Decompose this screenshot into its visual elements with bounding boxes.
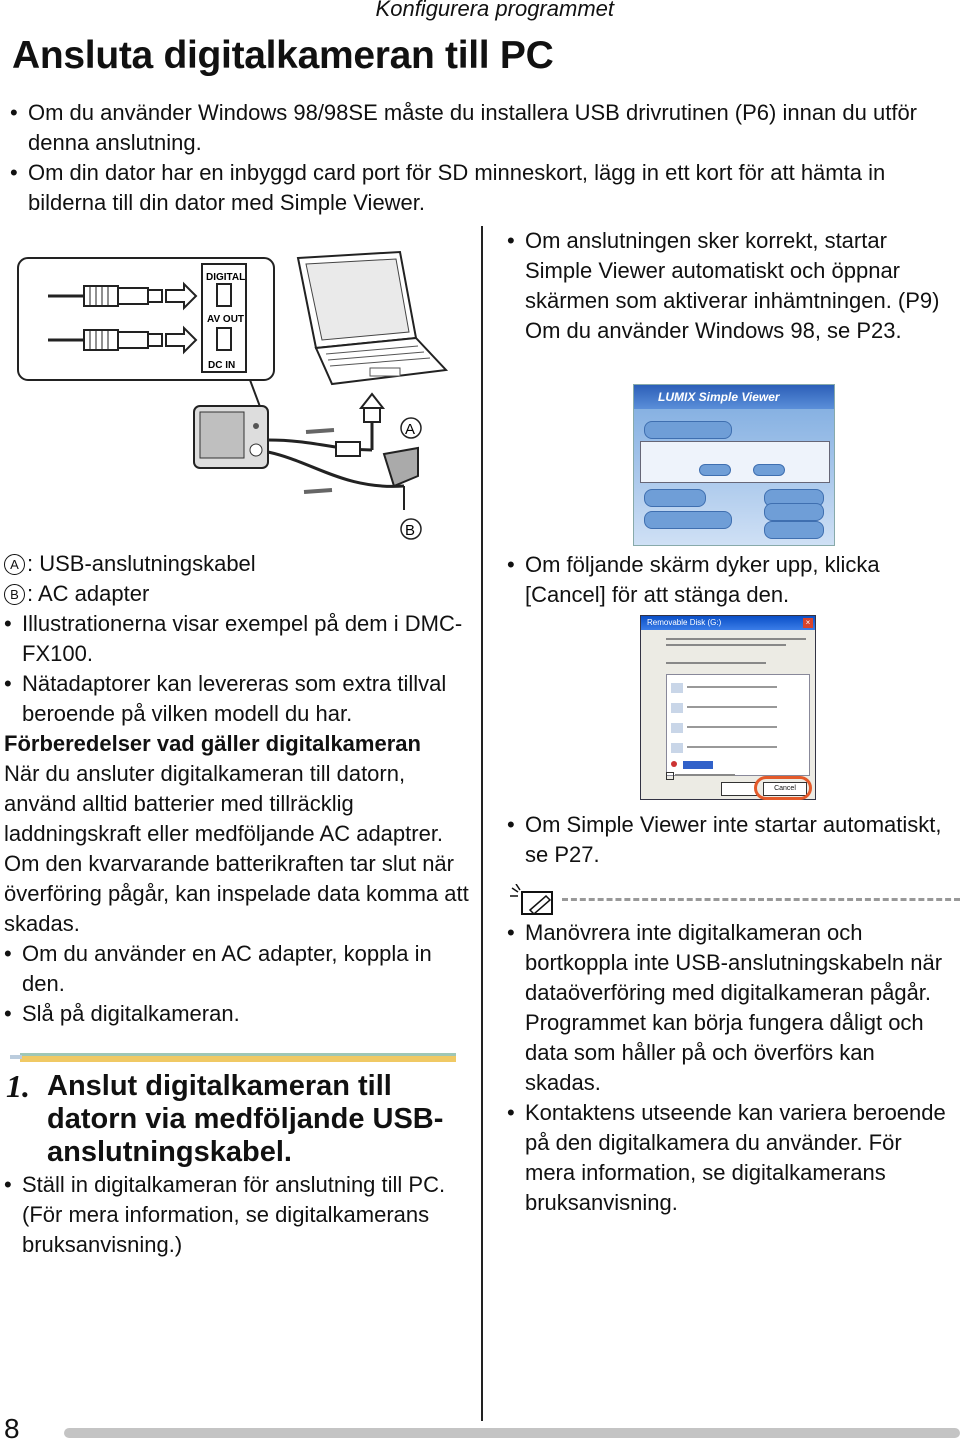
callout-b-icon: B <box>4 584 25 605</box>
column-divider <box>481 226 483 1421</box>
note-divider <box>562 898 960 901</box>
intro-bullet: • Om du använder Windows 98/98SE måste du installera USB drivrutinen (P6) innan du utför denna anslutning. <box>10 98 950 158</box>
removable-disk-dialog <box>640 615 816 800</box>
legend-bullet: • Illustrationerna visar exempel på dem i DMC-FX100. <box>4 609 474 669</box>
connection-diagram <box>14 250 484 550</box>
right-column-cancel <box>507 550 947 610</box>
auto-start-bullet: • Om anslutningen sker korrekt, startar Simple Viewer automatiskt och öppnar skärmen som aktiverar inhämtningen. (P9) Om du använder Windows 98, se P23. <box>507 226 947 346</box>
preparation-bullet: • Slå på digitalkameran. <box>4 999 474 1029</box>
preparation-heading: Förberedelser vad gäller digitalkameran <box>4 731 421 756</box>
right-column-top <box>507 226 947 346</box>
cancel-highlight-circle <box>754 776 812 800</box>
dialog-title: Removable Disk (G:) <box>641 616 815 630</box>
port-label-dc-in: DC IN <box>208 360 236 371</box>
simple-viewer-screenshot <box>633 384 835 546</box>
intro-bullet: • Om din dator har en inbyggd card port för SD minneskort, lägg in ett kort för att hämta in bilderna till din dator med Simple Viewer. <box>10 158 950 218</box>
camera-icon <box>194 406 268 468</box>
legend-a: A : USB-anslutningskabel <box>4 549 474 579</box>
not-start-bullet: • Om Simple Viewer inte startar automatiskt, se P27. <box>507 810 947 870</box>
footer-bar <box>64 1428 960 1438</box>
av-port-icon <box>217 328 231 350</box>
step-title: Anslut digitalkameran till datorn via medföljande USB-anslutningskabel. <box>47 1070 444 1168</box>
win98-line: Om du använder Windows 98, se P23. <box>525 318 902 343</box>
laptop-icon <box>298 252 446 384</box>
step-bullet: • Ställ in digitalkameran för anslutning till PC. (För mera information, se digitalkamerans bruksanvisning.) <box>4 1170 474 1260</box>
simple-viewer-title: LUMIX Simple Viewer <box>634 385 834 409</box>
close-icon: × <box>803 618 813 628</box>
legend-bullet: • Nätadaptorer kan levereras som extra tillval beroende på vilken modell du har. <box>4 669 474 729</box>
port-label-digital: DIGITAL <box>206 272 246 283</box>
cancel-button[interactable]: Cancel <box>763 782 807 796</box>
legend-b: B : AC adapter <box>4 579 474 609</box>
note-icon <box>508 884 558 918</box>
step-bullet-list <box>4 1170 474 1260</box>
cancel-bullet: • Om följande skärm dyker upp, klicka [Cancel] för att stänga den. <box>507 550 947 610</box>
right-column-not-start <box>507 810 947 870</box>
callout-a-icon: A <box>4 554 25 575</box>
callout-b-letter: B <box>405 522 416 539</box>
preparation-bullet: • Om du använder en AC adapter, koppla in den. <box>4 939 474 999</box>
page-number: 8 <box>4 1413 20 1444</box>
section-header: Konfigurera programmet <box>375 0 614 21</box>
note-bullet: • Manövrera inte digitalkameran och bortkoppla inte USB-anslutningskabeln när dataöverföring med digitalkameran pågår. Programmet kan börja fungera dåligt och data som håller på och överförs kan skadas. <box>507 918 952 1098</box>
usb-arrow-icon <box>361 394 383 408</box>
ac-adapter-icon <box>384 448 418 486</box>
preparation-paragraph: När du ansluter digitalkameran till datorn, använd alltid batterier med tillräcklig laddningskraft eller medföljande AC adaptrer. Om den kvarvarande batterikraften tar slut när överföring pågår, kan inspelade data komma att skadas. <box>4 761 469 936</box>
left-column-legend <box>4 549 474 1029</box>
step-bar <box>20 1053 456 1062</box>
intro-bullet-list <box>10 98 950 218</box>
right-column-notes <box>507 918 952 1218</box>
note-bullet: • Kontaktens utseende kan variera beroende på den digitalkamera du använder. För mera information, se digitalkamerans bruksanvisning. <box>507 1098 952 1218</box>
digital-port-icon <box>217 284 231 306</box>
step-number: 1. <box>6 1068 30 1104</box>
callout-a-letter: A <box>405 421 416 438</box>
page-title: Ansluta digitalkameran till PC <box>12 34 554 77</box>
port-label-av-out: AV OUT <box>207 314 245 325</box>
